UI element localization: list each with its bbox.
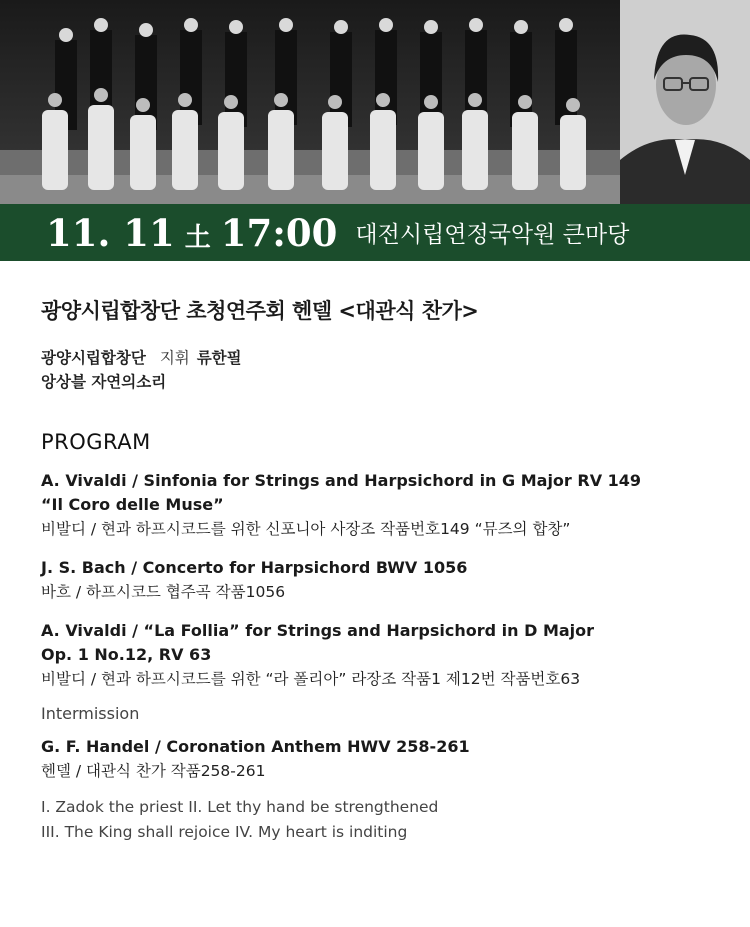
conductor-name: 류한필 — [196, 349, 242, 367]
piece-title-en: G. F. Handel / Coronation Anthem HWV 258-261 — [41, 737, 470, 756]
ensemble-line — [41, 370, 721, 394]
program-piece — [41, 556, 721, 604]
program-piece — [41, 469, 721, 541]
program-piece — [41, 619, 721, 691]
event-weekday: 土 — [184, 222, 211, 253]
movement-list — [41, 795, 721, 845]
header-photos — [0, 0, 750, 204]
program-heading: PROGRAM — [41, 430, 151, 454]
program-content — [41, 295, 721, 845]
event-venue: 대전시립연정국악원 큰마당 — [355, 222, 630, 248]
ensemble-name: 앙상블 자연의소리 — [41, 373, 167, 391]
conductor-portrait — [620, 0, 750, 204]
program-piece-final — [41, 735, 721, 783]
performers — [41, 346, 721, 394]
piece-subtitle-en: “Il Coro delle Muse” — [41, 495, 224, 514]
date-banner — [0, 204, 750, 261]
piece-title-en: A. Vivaldi / “La Follia” for Strings and Harpsichord in D Major — [41, 621, 595, 640]
piece-subtitle-en: Op. 1 No.12, RV 63 — [41, 645, 212, 664]
event-time: 17:00 — [220, 210, 338, 255]
piece-title-en: J. S. Bach / Concerto for Harpsichord BWV 1056 — [41, 558, 468, 577]
movement-line: I. Zadok the priest II. Let thy hand be strengthened — [41, 798, 439, 816]
piece-title-en: A. Vivaldi / Sinfonia for Strings and Harpsichord in G Major RV 149 — [41, 471, 642, 490]
piece-title-ko: 비발디 / 현과 하프시코드를 위한 “라 폴리아” 라장조 작품1 제12번 작품번호63 — [41, 670, 581, 688]
piece-title-ko: 바흐 / 하프시코드 협주곡 작품1056 — [41, 583, 286, 601]
choir-photo — [0, 0, 620, 204]
piece-title-ko: 헨델 / 대관식 찬가 작품258-261 — [41, 762, 266, 780]
piece-title-ko: 비발디 / 현과 하프시코드를 위한 신포니아 사장조 작품번호149 “뮤즈의 합창” — [41, 520, 571, 538]
intermission-label: Intermission — [41, 704, 140, 723]
concert-title: 광양시립합창단 초청연주회 헨델 <대관식 찬가> — [41, 299, 479, 323]
movement-line: III. The King shall rejoice IV. My heart is inditing — [41, 823, 408, 841]
choir-name: 광양시립합창단 — [41, 349, 146, 367]
conductor-role: 지휘 — [159, 349, 190, 367]
event-datetime — [46, 211, 337, 255]
choir-line — [41, 346, 721, 370]
event-date: 11. 11 — [46, 210, 175, 255]
